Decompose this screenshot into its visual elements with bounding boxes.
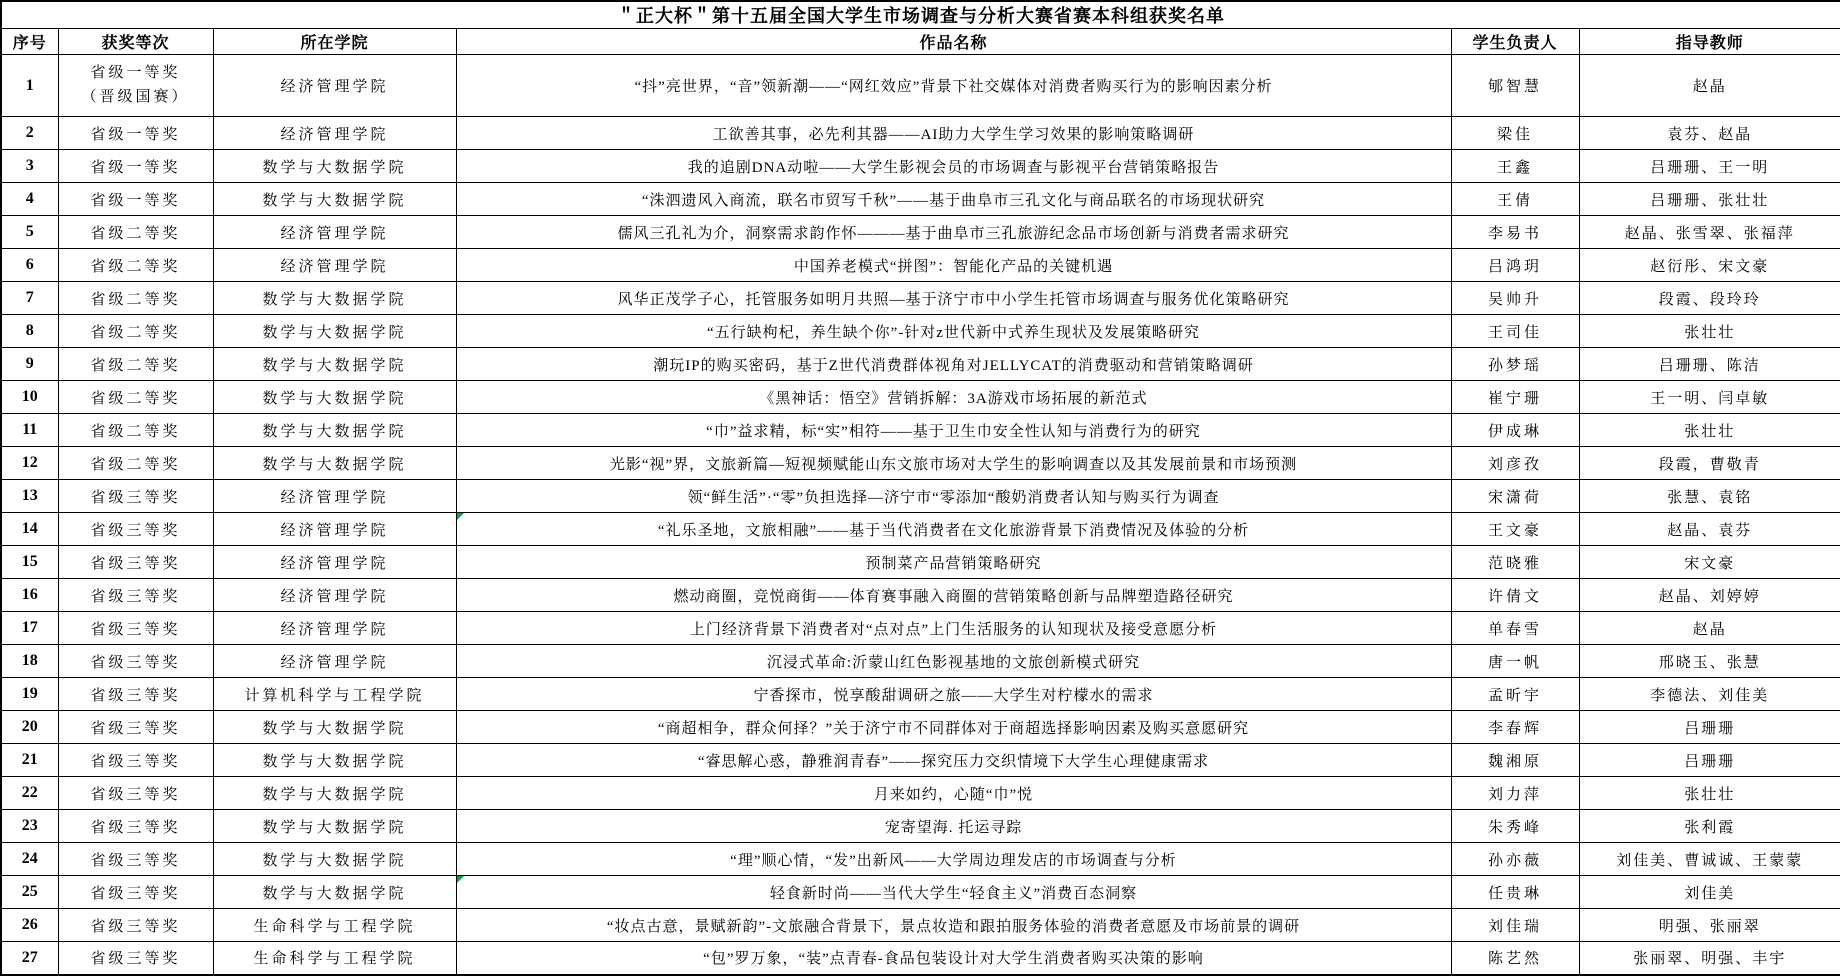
cell-row-number: 1 (1, 55, 58, 117)
cell-award-level: 省级三等奖 (58, 942, 213, 975)
header-college: 所在学院 (213, 29, 456, 55)
cell-award-level: 省级三等奖 (58, 810, 213, 843)
table-row (1, 876, 1840, 909)
cell-work-title: 中国养老模式“拼图”：智能化产品的关键机遇 (456, 249, 1451, 282)
cell-award-level: 省级一等奖 (58, 183, 213, 216)
header-advisor: 指导教师 (1579, 29, 1840, 55)
cell-row-number: 23 (1, 810, 58, 843)
cell-award-level: 省级三等奖 (58, 777, 213, 810)
cell-advisors: 段霞，曹敬青 (1579, 447, 1840, 480)
cell-advisors: 吕珊珊 (1579, 711, 1840, 744)
cell-college: 生命科学与工程学院 (213, 909, 456, 942)
cell-college: 数学与大数据学院 (213, 282, 456, 315)
table-row (1, 249, 1840, 282)
header-award: 获奖等次 (58, 29, 213, 55)
table-row (1, 579, 1840, 612)
cell-student-leader: 唐一帆 (1451, 645, 1579, 678)
cell-work-title: “理”顺心情，“发”出新风——大学周边理发店的市场调查与分析 (456, 843, 1451, 876)
cell-row-number: 19 (1, 678, 58, 711)
cell-advisors: 张壮壮 (1579, 315, 1840, 348)
cell-student-leader: 伊成琳 (1451, 414, 1579, 447)
cell-student-leader: 孟昕宇 (1451, 678, 1579, 711)
cell-college: 经济管理学院 (213, 546, 456, 579)
cell-college: 数学与大数据学院 (213, 810, 456, 843)
cell-college: 数学与大数据学院 (213, 315, 456, 348)
cell-advisors: 明强、张丽翠 (1579, 909, 1840, 942)
cell-advisors: 吕珊珊、陈洁 (1579, 348, 1840, 381)
table-body (1, 55, 1840, 975)
table-row (1, 744, 1840, 777)
cell-row-number: 22 (1, 777, 58, 810)
table-row (1, 645, 1840, 678)
cell-award-level: 省级二等奖 (58, 348, 213, 381)
cell-award-level: 省级三等奖 (58, 645, 213, 678)
cell-work-title: 上门经济背景下消费者对“点对点”上门生活服务的认知现状及接受意愿分析 (456, 612, 1451, 645)
cell-college: 经济管理学院 (213, 117, 456, 150)
cell-award-level: 省级一等奖 (58, 150, 213, 183)
cell-advisors: 张壮壮 (1579, 414, 1840, 447)
cell-student-leader: 王文豪 (1451, 513, 1579, 546)
cell-work-title: “商超相争，群众何择？”关于济宁市不同群体对于商超选择影响因素及购买意愿研究 (456, 711, 1451, 744)
cell-student-leader: 刘彦孜 (1451, 447, 1579, 480)
cell-award-level: 省级二等奖 (58, 315, 213, 348)
table-row (1, 480, 1840, 513)
header-student: 学生负责人 (1451, 29, 1579, 55)
cell-college: 数学与大数据学院 (213, 777, 456, 810)
cell-college: 数学与大数据学院 (213, 414, 456, 447)
cell-advisors: 赵晶、刘婷婷 (1579, 579, 1840, 612)
cell-college: 数学与大数据学院 (213, 150, 456, 183)
cell-work-title: 领“鲜生活”·“零”负担选择—济宁市“零添加“酸奶消费者认知与购买行为调查 (456, 480, 1451, 513)
cell-college: 数学与大数据学院 (213, 843, 456, 876)
cell-row-number: 9 (1, 348, 58, 381)
cell-student-leader: 梁佳 (1451, 117, 1579, 150)
cell-student-leader: 孙梦瑶 (1451, 348, 1579, 381)
cell-advisors: 赵晶 (1579, 55, 1840, 117)
cell-advisors: 吕珊珊、张壮壮 (1579, 183, 1840, 216)
cell-work-title: 宠寄望海. 托运寻踪 (456, 810, 1451, 843)
cell-college: 数学与大数据学院 (213, 711, 456, 744)
cell-work-title: “抖”亮世界，“音”领新潮——“网红效应”背景下社交媒体对消费者购买行为的影响因素分析 (456, 55, 1451, 117)
cell-award-level: 省级三等奖 (58, 579, 213, 612)
cell-advisors: 刘佳美、曹诚诚、王蒙蒙 (1579, 843, 1840, 876)
cell-student-leader: 宋潇荷 (1451, 480, 1579, 513)
cell-work-title: “巾”益求精，标“实”相符——基于卫生巾安全性认知与消费行为的研究 (456, 414, 1451, 447)
cell-student-leader: 刘力萍 (1451, 777, 1579, 810)
cell-row-number: 24 (1, 843, 58, 876)
cell-advisors: 吕珊珊 (1579, 744, 1840, 777)
cell-row-number: 10 (1, 381, 58, 414)
cell-award-level: 省级二等奖 (58, 249, 213, 282)
cell-advisors: 袁芬、赵晶 (1579, 117, 1840, 150)
cell-work-title: “礼乐圣地，文旅相融”——基于当代消费者在文化旅游背景下消费情况及体验的分析 (456, 513, 1451, 546)
cell-work-title: 《黑神话：悟空》营销拆解：3A游戏市场拓展的新范式 (456, 381, 1451, 414)
header-work-title: 作品名称 (456, 29, 1451, 55)
cell-row-number: 16 (1, 579, 58, 612)
table-row (1, 513, 1840, 546)
cell-work-title: “睿思解心惑，静雅润青春”——探究压力交织情境下大学生心理健康需求 (456, 744, 1451, 777)
table-header-row (1, 29, 1840, 55)
cell-work-title: “包”罗万象，“装”点青春-食品包装设计对大学生消费者购买决策的影响 (456, 942, 1451, 975)
cell-college: 经济管理学院 (213, 249, 456, 282)
cell-work-title: 轻食新时尚——当代大学生“轻食主义”消费百态洞察 (456, 876, 1451, 909)
cell-advisors: 刘佳美 (1579, 876, 1840, 909)
cell-student-leader: 单春雪 (1451, 612, 1579, 645)
table-row (1, 414, 1840, 447)
cell-row-number: 13 (1, 480, 58, 513)
cell-row-number: 2 (1, 117, 58, 150)
cell-college: 数学与大数据学院 (213, 348, 456, 381)
cell-advisors: 宋文豪 (1579, 546, 1840, 579)
table-row (1, 150, 1840, 183)
cell-row-number: 15 (1, 546, 58, 579)
cell-student-leader: 魏湘原 (1451, 744, 1579, 777)
cell-college: 经济管理学院 (213, 216, 456, 249)
cell-student-leader: 刘佳瑞 (1451, 909, 1579, 942)
cell-advisors: 王一明、闫卓敏 (1579, 381, 1840, 414)
cell-advisors: 吕珊珊、王一明 (1579, 150, 1840, 183)
cell-student-leader: 陈艺然 (1451, 942, 1579, 975)
table-row (1, 843, 1840, 876)
table-row (1, 117, 1840, 150)
cell-student-leader: 范晓雅 (1451, 546, 1579, 579)
cell-work-title: 我的追剧DNA动啦——大学生影视会员的市场调查与影视平台营销策略报告 (456, 150, 1451, 183)
table-row (1, 381, 1840, 414)
cell-row-number: 6 (1, 249, 58, 282)
table-row (1, 348, 1840, 381)
cell-award-level: 省级三等奖 (58, 513, 213, 546)
cell-row-number: 20 (1, 711, 58, 744)
cell-row-number: 7 (1, 282, 58, 315)
cell-award-level: 省级三等奖 (58, 909, 213, 942)
table-row (1, 183, 1840, 216)
cell-advisors: 张利霞 (1579, 810, 1840, 843)
cell-row-number: 3 (1, 150, 58, 183)
cell-advisors: 张慧、袁铭 (1579, 480, 1840, 513)
cell-student-leader: 吴帅升 (1451, 282, 1579, 315)
table-row (1, 711, 1840, 744)
table-row (1, 909, 1840, 942)
table-row (1, 216, 1840, 249)
cell-work-title: 月来如约，心随“巾”悦 (456, 777, 1451, 810)
cell-work-title: 工欲善其事，必先利其器——AI助力大学生学习效果的影响策略调研 (456, 117, 1451, 150)
cell-advisors: 赵衍彤、宋文豪 (1579, 249, 1840, 282)
cell-row-number: 21 (1, 744, 58, 777)
cell-college: 计算机科学与工程学院 (213, 678, 456, 711)
table-row (1, 55, 1840, 117)
cell-college: 经济管理学院 (213, 645, 456, 678)
cell-advisors: 段霞、段玲玲 (1579, 282, 1840, 315)
cell-work-title: “洙泗遗风入商流，联名市贸写千秋”——基于曲阜市三孔文化与商品联名的市场现状研究 (456, 183, 1451, 216)
cell-award-level: 省级三等奖 (58, 843, 213, 876)
cell-student-leader: 许倩文 (1451, 579, 1579, 612)
page-title: ＂正大杯＂第十五届全国大学生市场调查与分析大赛省赛本科组获奖名单 (1, 1, 1840, 29)
cell-row-number: 14 (1, 513, 58, 546)
table-row (1, 810, 1840, 843)
cell-work-title: 预制菜产品营销策略研究 (456, 546, 1451, 579)
cell-row-number: 25 (1, 876, 58, 909)
cell-row-number: 26 (1, 909, 58, 942)
table-row (1, 546, 1840, 579)
cell-student-leader: 王司佳 (1451, 315, 1579, 348)
cell-advisors: 邢晓玉、张慧 (1579, 645, 1840, 678)
cell-row-number: 8 (1, 315, 58, 348)
cell-work-title: 潮玩IP的购买密码，基于Z世代消费群体视角对JELLYCAT的消费驱动和营销策略调研 (456, 348, 1451, 381)
cell-college: 经济管理学院 (213, 612, 456, 645)
cell-award-level: 省级三等奖 (58, 546, 213, 579)
cell-student-leader: 王鑫 (1451, 150, 1579, 183)
cell-student-leader: 朱秀峰 (1451, 810, 1579, 843)
cell-work-title: “五行缺枸杞，养生缺个你”-针对z世代新中式养生现状及发展策略研究 (456, 315, 1451, 348)
cell-college: 经济管理学院 (213, 480, 456, 513)
cell-award-level: 省级三等奖 (58, 480, 213, 513)
table-row (1, 612, 1840, 645)
table-row (1, 678, 1840, 711)
cell-award-level: 省级二等奖 (58, 282, 213, 315)
cell-advisors: 赵晶 (1579, 612, 1840, 645)
cell-award-level: 省级二等奖 (58, 381, 213, 414)
cell-work-title: 宁香探市，悦享酸甜调研之旅——大学生对柠檬水的需求 (456, 678, 1451, 711)
cell-college: 经济管理学院 (213, 55, 456, 117)
cell-row-number: 12 (1, 447, 58, 480)
cell-award-level: 省级二等奖 (58, 216, 213, 249)
cell-award-level: 省级三等奖 (58, 711, 213, 744)
cell-row-number: 17 (1, 612, 58, 645)
cell-student-leader: 王倩 (1451, 183, 1579, 216)
cell-advisors: 赵晶、张雪翠、张福萍 (1579, 216, 1840, 249)
cell-college: 数学与大数据学院 (213, 381, 456, 414)
table-row (1, 447, 1840, 480)
cell-student-leader: 孙亦薇 (1451, 843, 1579, 876)
table-row (1, 315, 1840, 348)
cell-college: 数学与大数据学院 (213, 447, 456, 480)
cell-advisors: 张丽翠、明强、丰宇 (1579, 942, 1840, 975)
cell-student-leader: 李春辉 (1451, 711, 1579, 744)
cell-college: 数学与大数据学院 (213, 183, 456, 216)
cell-college: 数学与大数据学院 (213, 744, 456, 777)
cell-student-leader: 郇智慧 (1451, 55, 1579, 117)
cell-work-title: 儒风三孔礼为介，洞察需求韵作怀———基于曲阜市三孔旅游纪念品市场创新与消费者需求研究 (456, 216, 1451, 249)
cell-award-level: 省级一等奖 (58, 117, 213, 150)
table-row (1, 777, 1840, 810)
cell-row-number: 18 (1, 645, 58, 678)
cell-work-title: 沉浸式革命:沂蒙山红色影视基地的文旅创新模式研究 (456, 645, 1451, 678)
cell-college: 经济管理学院 (213, 513, 456, 546)
cell-row-number: 27 (1, 942, 58, 975)
cell-work-title: 风华正茂学子心，托管服务如明月共照—基于济宁市中小学生托管市场调查与服务优化策略研究 (456, 282, 1451, 315)
cell-college: 生命科学与工程学院 (213, 942, 456, 975)
cell-row-number: 4 (1, 183, 58, 216)
cell-student-leader: 任贵琳 (1451, 876, 1579, 909)
cell-row-number: 11 (1, 414, 58, 447)
cell-student-leader: 李易书 (1451, 216, 1579, 249)
comment-marker-icon (457, 513, 464, 520)
header-no: 序号 (1, 29, 58, 55)
cell-work-title: 光影“视”界，文旅新篇—短视频赋能山东文旅市场对大学生的影响调查以及其发展前景和市场预测 (456, 447, 1451, 480)
cell-advisors: 张壮壮 (1579, 777, 1840, 810)
cell-advisors: 赵晶、袁芬 (1579, 513, 1840, 546)
cell-student-leader: 吕鸿玥 (1451, 249, 1579, 282)
cell-college: 数学与大数据学院 (213, 876, 456, 909)
cell-work-title: 燃动商圈，竞悦商街——体育赛事融入商圈的营销策略创新与品牌塑造路径研究 (456, 579, 1451, 612)
cell-award-level: 省级三等奖 (58, 612, 213, 645)
cell-award-level: 省级三等奖 (58, 744, 213, 777)
cell-award-level: 省级二等奖 (58, 414, 213, 447)
comment-marker-icon (457, 876, 464, 883)
table-row (1, 282, 1840, 315)
cell-advisors: 李德法、刘佳美 (1579, 678, 1840, 711)
cell-award-level: 省级二等奖 (58, 447, 213, 480)
cell-work-title: “妆点古意，景赋新韵”-文旅融合背景下，景点妆造和跟拍服务体验的消费者意愿及市场前景的调研 (456, 909, 1451, 942)
cell-award-level: 省级三等奖 (58, 876, 213, 909)
table-title-row (1, 1, 1840, 29)
table-row (1, 942, 1840, 975)
cell-row-number: 5 (1, 216, 58, 249)
cell-award-level: 省级一等奖 （晋级国赛） (58, 55, 213, 117)
cell-award-level: 省级三等奖 (58, 678, 213, 711)
cell-college: 经济管理学院 (213, 579, 456, 612)
cell-student-leader: 崔宁珊 (1451, 381, 1579, 414)
